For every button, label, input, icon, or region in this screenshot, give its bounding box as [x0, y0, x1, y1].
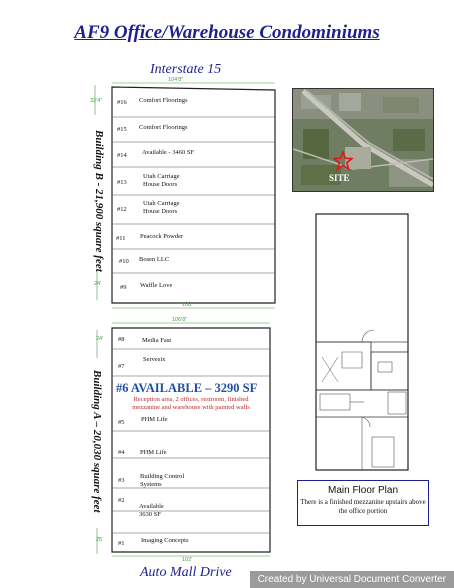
dim-a-last-unit: 25' [96, 537, 104, 543]
unit-tenant: Comfort Floorings [139, 124, 188, 131]
unit-number: #2 [118, 497, 125, 504]
street-south: Auto Mall Drive [140, 565, 232, 580]
site-label: SITE [329, 173, 350, 183]
unit-tenant: Media Fast [142, 337, 172, 344]
aerial-map-image [293, 89, 433, 191]
floor-plan-legend [297, 480, 429, 526]
unit-tenant: Utah Carriage House Doors [143, 173, 180, 188]
dim-a-top: 106'8" [172, 317, 188, 323]
floor-plan-drawing [302, 212, 417, 474]
unit-number: #9 [120, 284, 127, 291]
unit-number: #7 [118, 363, 125, 370]
dim-a-first-unit: 24' [96, 336, 104, 342]
dim-a-bottom: 102' [182, 557, 193, 563]
unit-number: #15 [117, 126, 127, 133]
unit-number: #1 [118, 540, 125, 547]
street-north: Interstate 15 [150, 62, 222, 77]
unit-tenant: Imaging Concepts [141, 537, 189, 544]
unit-tenant: Available - 3460 SF [142, 149, 195, 156]
building-b-plan [85, 75, 285, 315]
page-title: AF9 Office/Warehouse Condominiums [74, 22, 380, 43]
unit-number: #13 [117, 179, 127, 186]
unit-tenant: Waffle Love [140, 282, 173, 289]
unit-tenant: Comfort Floorings [139, 97, 188, 104]
unit-tenant: Bosen LLC [139, 256, 170, 263]
building-a-plan [85, 318, 285, 563]
unit-tenant: Servesix [143, 356, 166, 363]
unit-number: #16 [117, 99, 127, 106]
unit-number: #14 [117, 152, 127, 159]
dim-b-last-unit: 24' [94, 281, 102, 287]
building-b-label: Building B - 21,900 square feet [93, 130, 105, 272]
available-unit-heading: #6 AVAILABLE – 3290 SF [116, 381, 258, 395]
unit-tenant: Building Control Systems [140, 473, 185, 488]
watermark: Created by Universal Document Converter [250, 571, 454, 588]
dim-b-top: 104'8" [168, 77, 184, 83]
floor-plan-note: There is a finished mezzanine upstairs above the office portion [300, 498, 426, 515]
unit-number: #5 [118, 419, 125, 426]
dim-b-first-unit: 32'4" [90, 98, 103, 104]
dim-b-bottom: 108' [182, 302, 193, 308]
unit-number: #11 [116, 235, 126, 242]
aerial-map [292, 88, 434, 192]
unit-number: #12 [117, 206, 127, 213]
building-a-label: Building A – 20,030 square feet [91, 370, 103, 513]
unit-tenant: PHM Life [141, 416, 168, 423]
floor-plan-title: Main Floor Plan [327, 485, 399, 496]
unit-number: #10 [119, 258, 129, 265]
unit-number: #3 [118, 477, 125, 484]
unit-tenant: Available 3630 SF [139, 503, 164, 518]
unit-tenant: Utah Carriage House Doors [143, 200, 180, 215]
unit-tenant: Peacock Powder [140, 233, 184, 240]
unit-number: #8 [118, 336, 125, 343]
available-unit-description: Reception area, 2 offices, restroom, finished mezzanine and warehouse with painted walls [132, 396, 250, 411]
site-star-icon [333, 151, 353, 171]
unit-number: #4 [118, 449, 125, 456]
unit-tenant: PHM Life [140, 449, 167, 456]
